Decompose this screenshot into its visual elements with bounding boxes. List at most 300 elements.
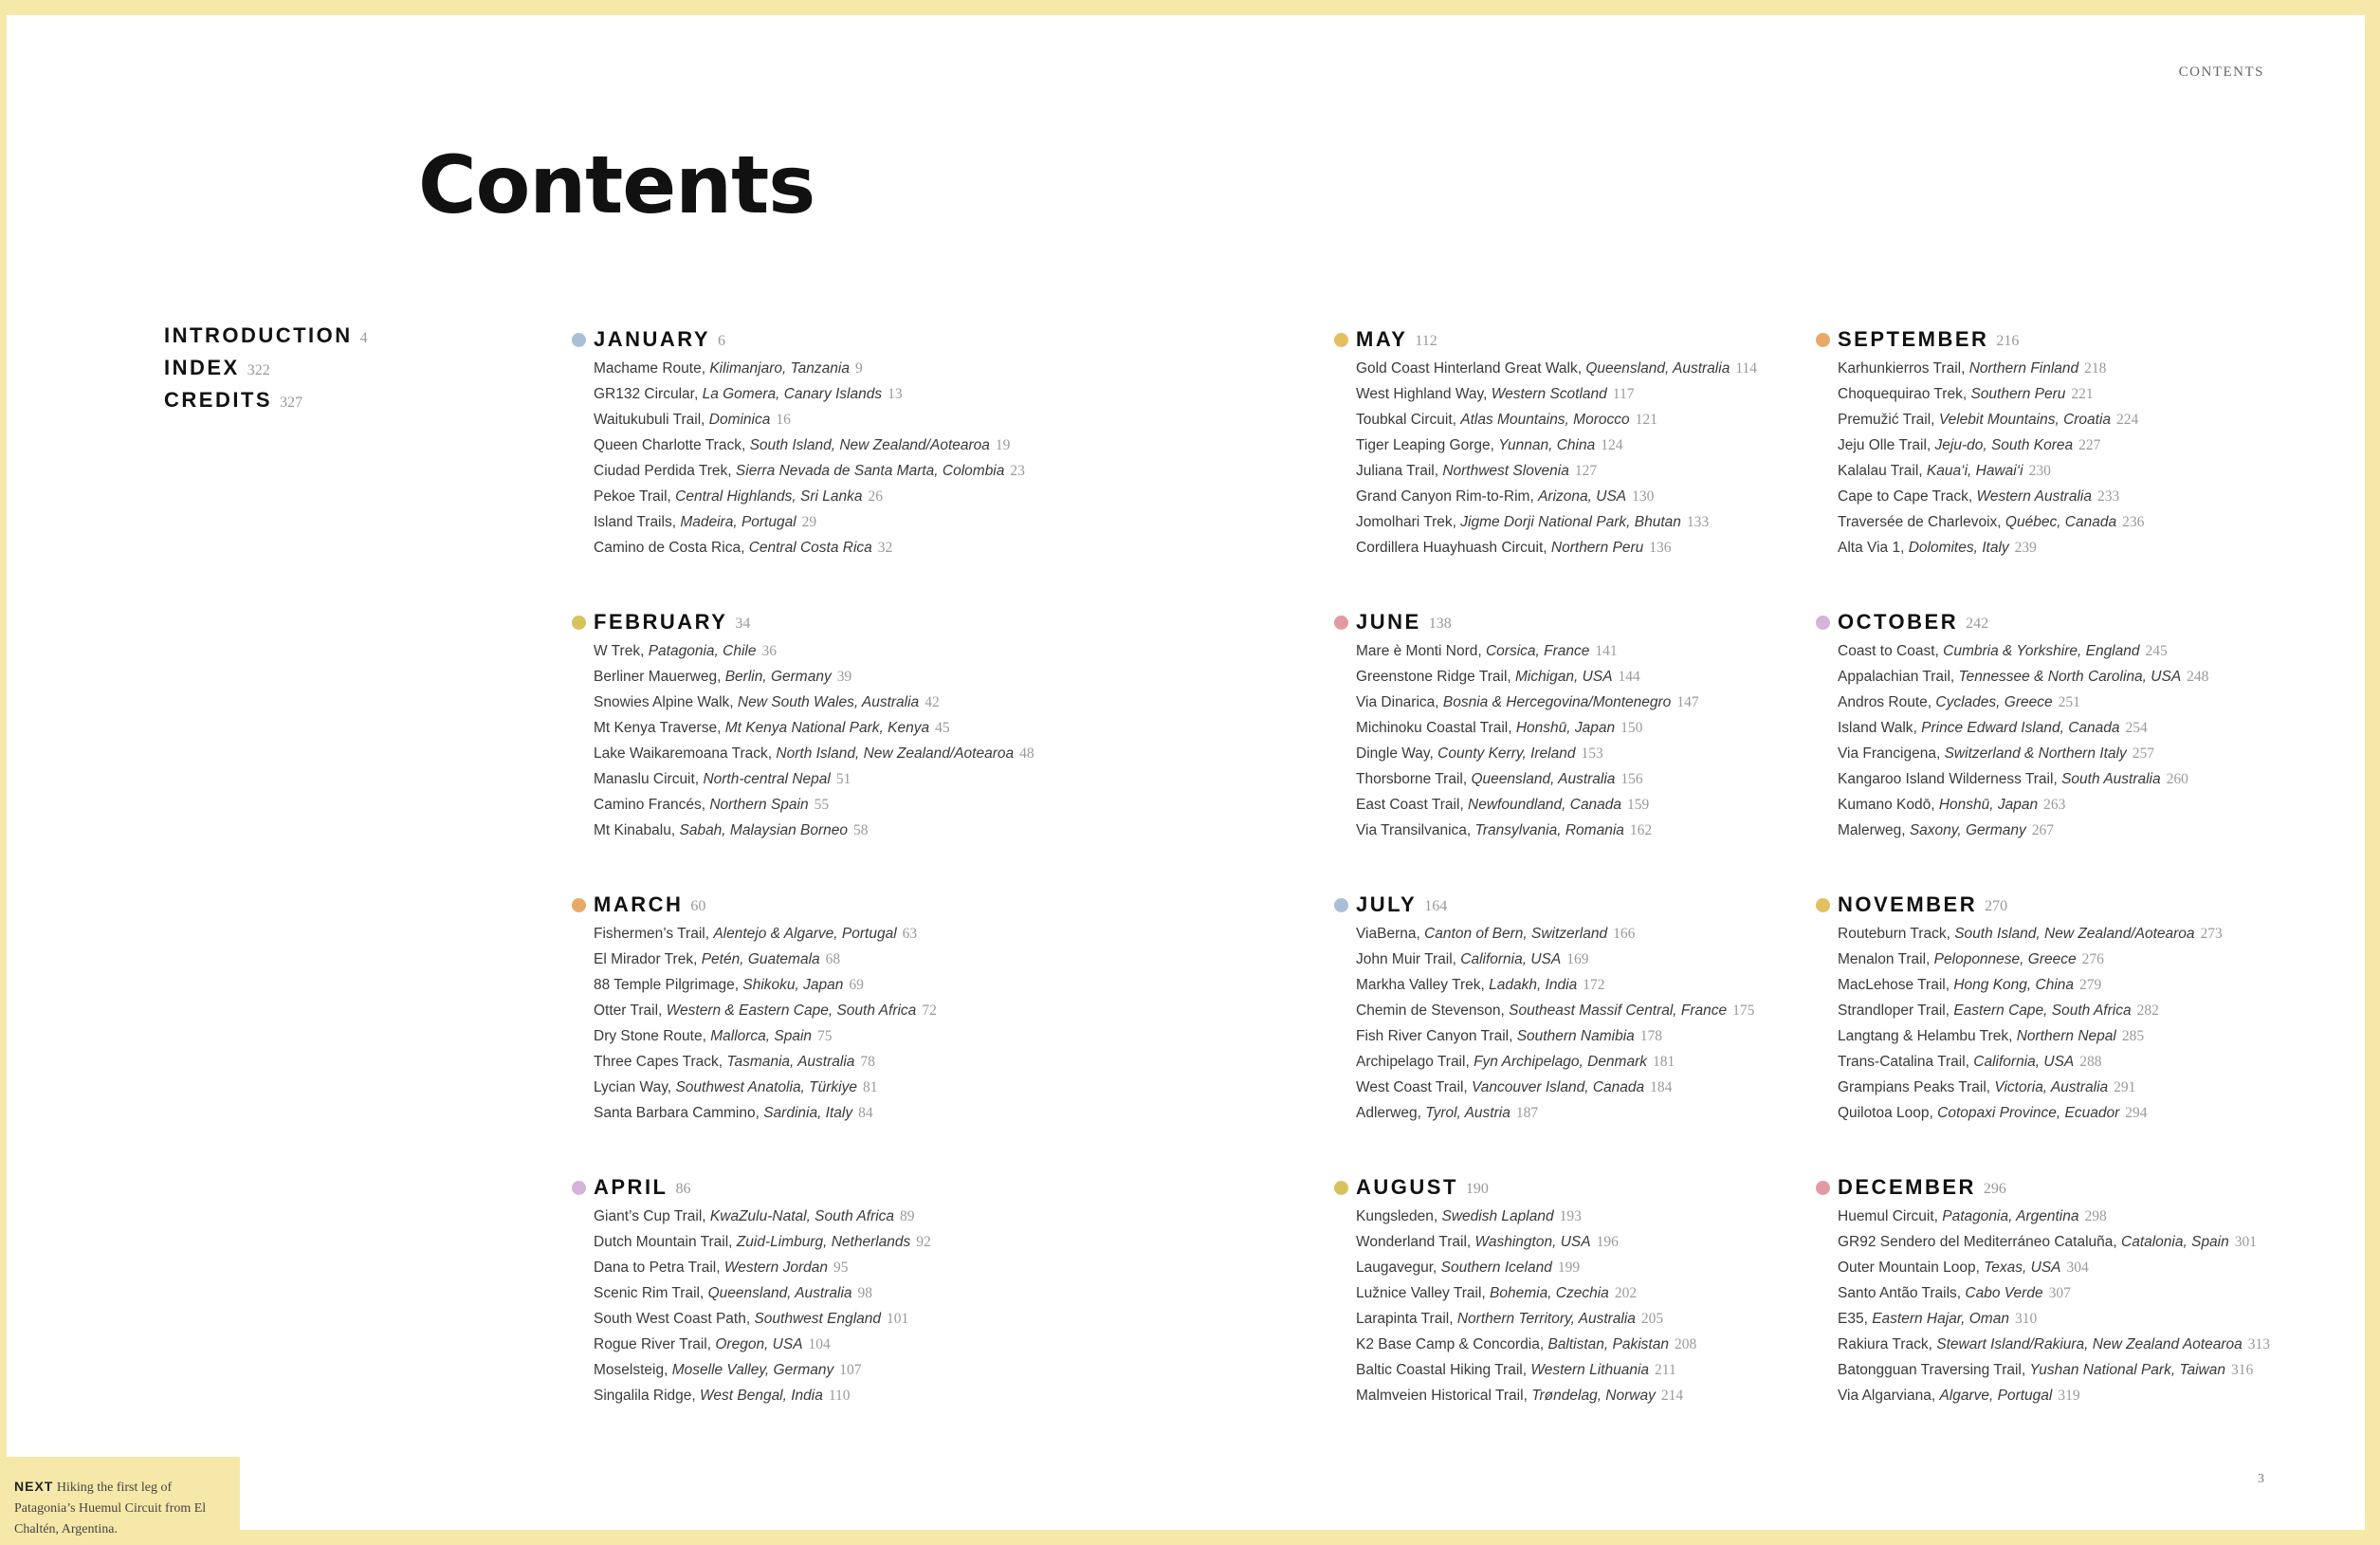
trail-region: Alentejo & Algarve, Portugal (713, 926, 897, 942)
month-dot-icon (1816, 333, 1830, 347)
trail-entry[interactable] (594, 1332, 931, 1357)
trail-name: Santa Barbara Cammino, (594, 1105, 760, 1121)
trail-name: Adlerweg, (1356, 1105, 1421, 1121)
trail-name: John Muir Trail, (1356, 951, 1456, 967)
trail-name: Mare è Monti Nord, (1356, 643, 1482, 659)
trail-entry[interactable] (594, 947, 937, 972)
trail-name: Dana to Petra Trail, (594, 1260, 721, 1276)
month-heading (1816, 889, 2223, 921)
trail-name: Berliner Mauerweg, (594, 669, 722, 685)
trail-entry[interactable] (594, 1255, 931, 1280)
trail-page: 58 (853, 822, 869, 838)
trail-entry[interactable] (1838, 1255, 2270, 1280)
trail-entry[interactable] (594, 741, 1034, 766)
trail-entry[interactable] (1838, 792, 2208, 818)
month-page: 190 (1465, 1181, 1489, 1197)
trail-page: 301 (2234, 1234, 2257, 1250)
trail-region: Western Australia (1976, 488, 2092, 505)
trail-entry[interactable] (594, 1229, 931, 1255)
trail-list (572, 921, 937, 1126)
trail-entry[interactable] (1838, 690, 2208, 715)
trail-entry[interactable] (594, 638, 1034, 664)
trail-entry[interactable] (1838, 741, 2208, 766)
trail-page: 136 (1649, 540, 1672, 556)
trail-name: ViaBerna, (1356, 926, 1420, 942)
sidebar-item-credits[interactable] (164, 388, 368, 420)
trail-name: Dingle Way, (1356, 745, 1434, 762)
trail-entry[interactable] (1838, 818, 2208, 843)
trail-entry[interactable] (1356, 1383, 1696, 1408)
trail-name: Moselsteig, (594, 1362, 668, 1378)
trail-page: 144 (1618, 669, 1640, 685)
month-name: SEPTEMBER (1838, 327, 1989, 351)
trail-entry[interactable] (594, 407, 1025, 432)
trail-page: 32 (877, 540, 893, 556)
trail-entry[interactable] (1356, 1357, 1696, 1383)
trail-name: GR132 Circular, (594, 386, 699, 402)
trail-region: Northern Spain (709, 797, 809, 813)
trail-region: South Australia (2061, 771, 2161, 787)
trail-page: 230 (2028, 463, 2051, 479)
trail-entry[interactable] (1838, 1075, 2223, 1100)
trail-page: 248 (2187, 669, 2209, 685)
trail-page: 117 (1612, 386, 1635, 402)
month-heading (1334, 606, 1699, 638)
trail-page: 72 (922, 1002, 937, 1019)
trail-name: Cordillera Huayhuash Circuit, (1356, 540, 1547, 556)
trail-entry[interactable] (594, 766, 1034, 792)
trail-region: Transylvania, Romania (1474, 822, 1624, 838)
trail-entry[interactable] (1356, 921, 1754, 947)
trail-page: 110 (828, 1388, 851, 1404)
trail-page: 127 (1574, 463, 1598, 479)
trail-page: 313 (2247, 1336, 2270, 1352)
trail-page: 13 (888, 386, 903, 402)
trail-region: Southern Namibia (1516, 1028, 1635, 1044)
trail-entry[interactable] (594, 792, 1034, 818)
trail-region: Western Lithuania (1530, 1362, 1650, 1378)
trail-entry[interactable] (594, 1100, 937, 1126)
trail-entry[interactable] (1838, 1332, 2270, 1357)
trail-entry[interactable] (1838, 458, 2144, 484)
trail-list (1334, 1204, 1696, 1408)
trail-entry[interactable] (1838, 664, 2208, 690)
trail-entry[interactable] (1356, 947, 1754, 972)
trail-entry[interactable] (594, 509, 1025, 535)
trail-region: Cotopaxi Province, Ecuador (1937, 1105, 2120, 1121)
trail-list (1816, 921, 2223, 1126)
trail-entry[interactable] (1838, 1383, 2270, 1408)
trail-entry[interactable] (1356, 1332, 1696, 1357)
trail-region: Yunnan, China (1498, 437, 1596, 453)
trail-entry[interactable] (1838, 1306, 2270, 1332)
trail-region: Queensland, Australia (1471, 771, 1616, 787)
trail-name: Grampians Peaks Trail, (1838, 1079, 1991, 1095)
trail-region: Patagonia, Argentina (1942, 1208, 2079, 1224)
trail-page: 282 (2136, 1002, 2159, 1019)
sidebar-item-introduction[interactable] (164, 323, 368, 356)
trail-entry[interactable] (594, 818, 1034, 843)
trail-region: Corsica, France (1485, 643, 1590, 659)
trail-page: 45 (935, 720, 950, 736)
trail-region: Eastern Cape, South Africa (1953, 1002, 2132, 1019)
trail-page: 257 (2132, 745, 2154, 762)
trail-page: 178 (1639, 1028, 1663, 1044)
month-dot-icon (1816, 1181, 1830, 1195)
trail-page: 68 (825, 951, 841, 967)
trail-name: Laugavegur, (1356, 1260, 1437, 1276)
trail-region: Sabah, Malaysian Borneo (679, 822, 848, 838)
month-page: 6 (718, 333, 726, 349)
trail-name: Routeburn Track, (1838, 926, 1950, 942)
month-heading (572, 889, 937, 921)
caption-lead: NEXT (14, 1479, 54, 1494)
trail-name: Pekoe Trail, (594, 488, 671, 505)
trail-region: Western Jordan (723, 1260, 828, 1276)
trail-name: South West Coast Path, (594, 1311, 751, 1327)
trail-entry[interactable] (594, 356, 1025, 381)
trail-page: 224 (2116, 412, 2139, 428)
trail-name: Rakiura Track, (1838, 1336, 1932, 1352)
month-page: 296 (1983, 1181, 2006, 1197)
month-section-november (1816, 889, 2223, 1126)
trail-entry[interactable] (1838, 356, 2144, 381)
trail-name: Cape to Cape Track, (1838, 488, 1973, 505)
trail-region: Southwest Anatolia, Türkiye (675, 1079, 857, 1095)
sidebar-item-index[interactable] (164, 356, 368, 388)
front-back-matter-list (164, 323, 368, 420)
trail-entry[interactable] (1356, 381, 1757, 407)
trail-region: Eastern Hajar, Oman (1872, 1311, 2009, 1327)
trail-entry[interactable] (1356, 741, 1699, 766)
trail-entry[interactable] (1356, 766, 1699, 792)
trail-name: Singalila Ridge, (594, 1388, 696, 1404)
trail-page: 89 (900, 1208, 915, 1224)
trail-region: Bohemia, Czechia (1490, 1285, 1609, 1301)
trail-name: Via Francigena, (1838, 745, 1941, 762)
trail-entry[interactable] (1356, 1049, 1754, 1075)
trail-page: 23 (1010, 463, 1025, 479)
trail-entry[interactable] (1356, 1075, 1754, 1100)
month-section-december (1816, 1171, 2270, 1408)
trail-entry[interactable] (594, 1383, 931, 1408)
trail-name: Manaslu Circuit, (594, 771, 700, 787)
trail-name: Coast to Coast, (1838, 643, 1939, 659)
trail-page: 187 (1515, 1105, 1539, 1121)
month-dot-icon (572, 616, 586, 630)
trail-entry[interactable] (1356, 407, 1757, 432)
trail-name: Traversée de Charlevoix, (1838, 514, 2002, 530)
trail-entry[interactable] (1838, 432, 2144, 458)
month-name: MARCH (594, 892, 684, 916)
trail-region: Mallorca, Spain (710, 1028, 813, 1044)
trail-region: Patagonia, Chile (648, 643, 757, 659)
trail-page: 221 (2071, 386, 2094, 402)
trail-entry[interactable] (1838, 715, 2208, 741)
trail-name: Camino de Costa Rica, (594, 540, 745, 556)
trail-region: Texas, USA (1984, 1260, 2061, 1276)
trail-page: 172 (1583, 977, 1605, 993)
month-heading (1334, 889, 1754, 921)
trail-region: Queensland, Australia (1585, 360, 1730, 377)
trail-entry[interactable] (594, 921, 937, 947)
month-name: NOVEMBER (1838, 892, 1978, 916)
trail-page: 273 (2200, 926, 2223, 942)
page-number: 3 (2258, 1472, 2264, 1486)
trail-region: Oregon, USA (715, 1336, 803, 1352)
month-section-may (1334, 323, 1757, 561)
trail-name: West Highland Way, (1356, 386, 1488, 402)
trail-name: Jeju Olle Trail, (1838, 437, 1931, 453)
trail-region: South Island, New Zealand/Aotearoa (1954, 926, 2195, 942)
trail-entry[interactable] (1356, 664, 1699, 690)
trail-page: 26 (868, 488, 883, 505)
trail-entry[interactable] (594, 972, 937, 998)
month-name: DECEMBER (1838, 1175, 1976, 1199)
trail-region: North Island, New Zealand/Aotearoa (776, 745, 1015, 762)
trail-page: 69 (849, 977, 864, 993)
trail-page: 251 (2058, 694, 2080, 710)
trail-entry[interactable] (1838, 484, 2144, 509)
trail-page: 307 (2048, 1285, 2071, 1301)
trail-region: Dominica (708, 412, 771, 428)
trail-entry[interactable] (1838, 535, 2144, 561)
sidebar-item-page: 4 (359, 330, 368, 346)
trail-entry[interactable] (1356, 484, 1757, 509)
trail-region: Northern Territory, Australia (1456, 1311, 1636, 1327)
trail-page: 63 (902, 926, 918, 942)
trail-name: GR92 Sendero del Mediterráneo Cataluña, (1838, 1234, 2117, 1250)
trail-entry[interactable] (1356, 998, 1754, 1023)
trail-name: Toubkal Circuit, (1356, 412, 1456, 428)
trail-page: 156 (1620, 771, 1643, 787)
month-name: AUGUST (1356, 1175, 1458, 1199)
trail-name: East Coast Trail, (1356, 797, 1464, 813)
trail-entry[interactable] (1838, 1049, 2223, 1075)
trail-entry[interactable] (1356, 1306, 1696, 1332)
trail-page: 75 (817, 1028, 833, 1044)
trail-entry[interactable] (1838, 766, 2208, 792)
trail-page: 279 (2079, 977, 2102, 993)
month-name: OCTOBER (1838, 610, 1959, 634)
month-heading (572, 1171, 931, 1204)
trail-region: Central Highlands, Sri Lanka (675, 488, 863, 505)
trail-entry[interactable] (594, 1280, 931, 1306)
trail-region: Honshū, Japan (1938, 797, 2039, 813)
trail-entry[interactable] (594, 1306, 931, 1332)
trail-entry[interactable] (594, 1023, 937, 1049)
sidebar-item-label: INTRODUCTION (164, 323, 353, 347)
trail-region: Jigme Dorji National Park, Bhutan (1460, 514, 1681, 530)
trail-name: Baltic Coastal Hiking Trail, (1356, 1362, 1528, 1378)
trail-entry[interactable] (1356, 690, 1699, 715)
trail-name: Queen Charlotte Track, (594, 437, 746, 453)
month-heading (1816, 1171, 2270, 1204)
trail-entry[interactable] (1356, 715, 1699, 741)
trail-entry[interactable] (1838, 381, 2144, 407)
trail-list (572, 638, 1034, 843)
trail-entry[interactable] (1356, 1229, 1696, 1255)
trail-page: 227 (2078, 437, 2101, 453)
trail-entry[interactable] (1356, 356, 1757, 381)
trail-region: Cumbria & Yorkshire, England (1943, 643, 2140, 659)
trail-name: Lužnice Valley Trail, (1356, 1285, 1486, 1301)
trail-entry[interactable] (1838, 1100, 2223, 1126)
trail-page: 141 (1595, 643, 1618, 659)
trail-entry[interactable] (1356, 458, 1757, 484)
trail-name: W Trek, (594, 643, 645, 659)
trail-page: 36 (761, 643, 777, 659)
trail-entry[interactable] (1838, 998, 2223, 1023)
trail-entry[interactable] (1356, 535, 1757, 561)
trail-page: 245 (2145, 643, 2168, 659)
trail-entry[interactable] (594, 458, 1025, 484)
trail-entry[interactable] (1356, 972, 1754, 998)
trail-region: Fyn Archipelago, Denmark (1474, 1054, 1647, 1070)
trail-entry[interactable] (1356, 638, 1699, 664)
trail-entry[interactable] (1356, 792, 1699, 818)
trail-list (572, 1204, 931, 1408)
trail-region: Prince Edward Island, Canada (1921, 720, 2120, 736)
trail-region: Cabo Verde (1965, 1285, 2043, 1301)
trail-region: Hong Kong, China (1953, 977, 2075, 993)
trail-region: Northwest Slovenia (1442, 463, 1569, 479)
trail-region: Cyclades, Greece (1935, 694, 2053, 710)
trail-region: Kilimanjaro, Tanzania (709, 360, 850, 377)
trail-page: 159 (1627, 797, 1650, 813)
trail-page: 78 (860, 1054, 875, 1070)
trail-entry[interactable] (1356, 1255, 1696, 1280)
trail-name: Gold Coast Hinterland Great Walk, (1356, 360, 1583, 377)
trail-page: 316 (2231, 1362, 2254, 1378)
trail-entry[interactable] (1838, 509, 2144, 535)
trail-entry[interactable] (1356, 818, 1699, 843)
trail-entry[interactable] (594, 432, 1025, 458)
trail-entry[interactable] (1838, 407, 2144, 432)
trail-name: Via Dinarica, (1356, 694, 1439, 710)
trail-region: Newfoundland, Canada (1468, 797, 1622, 813)
trail-entry[interactable] (594, 484, 1025, 509)
trail-region: Switzerland & Northern Italy (1944, 745, 2127, 762)
trail-name: Malerweg, (1838, 822, 1906, 838)
trail-region: Atlas Mountains, Morocco (1460, 412, 1630, 428)
trail-entry[interactable] (1838, 1023, 2223, 1049)
month-page: 242 (1966, 616, 1989, 632)
trail-region: La Gomera, Canary Islands (702, 386, 883, 402)
trail-name: Quilotoa Loop, (1838, 1105, 1933, 1121)
trail-page: 42 (925, 694, 940, 710)
trail-entry[interactable] (594, 381, 1025, 407)
trail-entry[interactable] (594, 664, 1034, 690)
trail-name: Fish River Canyon Trail, (1356, 1028, 1513, 1044)
trail-name: Trans-Catalina Trail, (1838, 1054, 1969, 1070)
trail-name: 88 Temple Pilgrimage, (594, 977, 740, 993)
month-section-july (1334, 889, 1754, 1126)
trail-region: California, USA (1973, 1054, 2075, 1070)
trail-region: Zuid-Limburg, Netherlands (736, 1234, 911, 1250)
trail-region: Honshū, Japan (1515, 720, 1616, 736)
trail-entry[interactable] (1838, 921, 2223, 947)
trail-name: West Coast Trail, (1356, 1079, 1468, 1095)
trail-name: Chemin de Stevenson, (1356, 1002, 1505, 1019)
trail-region: New South Wales, Australia (737, 694, 920, 710)
trail-region: Sardinia, Italy (763, 1105, 853, 1121)
trail-entry[interactable] (1838, 947, 2223, 972)
trail-name: Markha Valley Trek, (1356, 977, 1485, 993)
trail-page: 291 (2114, 1079, 2136, 1095)
trail-region: Bosnia & Hercegovina/Montenegro (1442, 694, 1672, 710)
month-section-october (1816, 606, 2208, 843)
trail-entry[interactable] (1838, 1204, 2270, 1229)
trail-entry[interactable] (1356, 509, 1757, 535)
trail-name: El Mirador Trek, (594, 951, 698, 967)
trail-entry[interactable] (594, 1075, 937, 1100)
trail-entry[interactable] (594, 1049, 937, 1075)
trail-page: 267 (2031, 822, 2054, 838)
trail-page: 175 (1732, 1002, 1755, 1019)
trail-page: 130 (1632, 488, 1655, 505)
trail-region: Peloponnese, Greece (1933, 951, 2077, 967)
trail-entry[interactable] (594, 998, 937, 1023)
trail-page: 236 (2122, 514, 2145, 530)
trail-entry[interactable] (594, 715, 1034, 741)
trail-name: Island Trails, (594, 514, 677, 530)
trail-page: 114 (1735, 360, 1757, 377)
month-page: 164 (1424, 898, 1448, 914)
trail-entry[interactable] (594, 535, 1025, 561)
trail-list (1816, 638, 2208, 843)
trail-name: Premužić Trail, (1838, 412, 1935, 428)
trail-page: 147 (1676, 694, 1699, 710)
trail-page: 199 (1557, 1260, 1581, 1276)
trail-region: Vancouver Island, Canada (1472, 1079, 1645, 1095)
trail-entry[interactable] (1356, 1023, 1754, 1049)
trail-page: 319 (2058, 1388, 2080, 1404)
trail-page: 101 (887, 1311, 909, 1327)
trail-entry[interactable] (594, 690, 1034, 715)
trail-name: Ciudad Perdida Trek, (594, 463, 732, 479)
trail-entry[interactable] (1356, 432, 1757, 458)
trail-list (572, 356, 1025, 561)
month-section-march (572, 889, 937, 1126)
trail-name: Scenic Rim Trail, (594, 1285, 705, 1301)
trail-entry[interactable] (1838, 1357, 2270, 1383)
trail-page: 298 (2084, 1208, 2107, 1224)
trail-name: Kumano Kodō, (1838, 797, 1935, 813)
trail-entry[interactable] (1838, 1280, 2270, 1306)
trail-page: 310 (2014, 1311, 2038, 1327)
trail-entry[interactable] (1356, 1100, 1754, 1126)
trail-name: Andros Route, (1838, 694, 1932, 710)
month-page: 60 (690, 898, 706, 914)
trail-entry[interactable] (594, 1357, 931, 1383)
trail-page: 208 (1674, 1336, 1697, 1352)
trail-entry[interactable] (1356, 1204, 1696, 1229)
trail-entry[interactable] (1838, 972, 2223, 998)
trail-name: Michinoku Coastal Trail, (1356, 720, 1512, 736)
trail-entry[interactable] (1838, 1229, 2270, 1255)
trail-page: 214 (1660, 1388, 1684, 1404)
trail-entry[interactable] (1356, 1280, 1696, 1306)
trail-name: Larapinta Trail, (1356, 1311, 1454, 1327)
month-dot-icon (1816, 616, 1830, 630)
trail-name: Otter Trail, (594, 1002, 663, 1019)
trail-page: 104 (808, 1336, 831, 1352)
trail-region: Arizona, USA (1538, 488, 1627, 505)
trail-name: Kungsleden, (1356, 1208, 1438, 1224)
trail-entry[interactable] (594, 1204, 931, 1229)
trail-entry[interactable] (1838, 638, 2208, 664)
